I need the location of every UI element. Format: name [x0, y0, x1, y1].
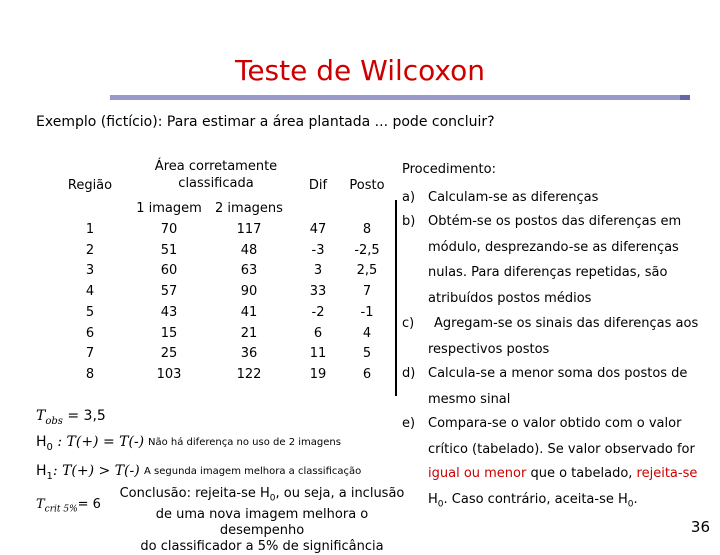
table-cell-regiao: 5 — [85, 304, 95, 320]
symbol: T — [36, 408, 46, 424]
procedure-line: crítico (tabelado). Se valor observado for — [428, 441, 695, 457]
table-cell-regiao: 2 — [85, 242, 95, 258]
highlight-text: rejeita-se — [636, 466, 698, 481]
procedure-heading: Procedimento: — [402, 162, 496, 177]
table-cell-dif: -2 — [311, 304, 325, 320]
t-crit — [36, 497, 101, 515]
h1-note: A segunda imagem melhora a classificação — [144, 466, 362, 477]
plain-text: que o tabelado, — [526, 466, 637, 481]
conclusion — [112, 486, 412, 555]
subscript: obs — [45, 415, 63, 427]
plain-text: H — [428, 492, 438, 507]
conclusion-line-1 — [112, 486, 412, 507]
procedure-line: respectivos postos — [428, 341, 550, 357]
table-cell-regiao: 6 — [85, 325, 95, 341]
table-cell-dif: -3 — [311, 242, 325, 258]
table-cell-img1: 70 — [160, 222, 178, 237]
conclusion-line-3: do classificador a 5% de significância — [140, 538, 384, 554]
table-cell-img1: 43 — [160, 304, 178, 320]
highlight-text: igual ou menor — [428, 466, 527, 481]
header-dif: Dif — [308, 178, 328, 193]
subscript: 0 — [437, 499, 444, 510]
procedure-line: Compara-se o valor obtido com o valor — [428, 416, 682, 431]
table-cell-posto: 7 — [362, 284, 372, 300]
procedure-e-line4 — [428, 492, 638, 510]
procedure-line: atribuídos postos médios — [428, 290, 592, 306]
table-cell-dif: 11 — [309, 346, 327, 362]
table-cell-dif: 33 — [309, 284, 327, 300]
table-cell-regiao: 1 — [85, 222, 95, 237]
symbol: H — [36, 463, 47, 479]
h0-note: Não há diferença no uso de 2 imagens — [148, 437, 341, 448]
table-cell-posto: 4 — [362, 325, 372, 341]
conclusion-line-2: de uma nova imagem melhora o desempenho — [155, 506, 369, 538]
subscript: 0 — [269, 493, 276, 504]
table-cell-img2: 48 — [240, 242, 258, 258]
subscript: crit 5% — [44, 504, 78, 515]
procedure-line: Agregam-se os sinais das diferenças aos — [434, 316, 699, 331]
table-cell-dif: 3 — [313, 263, 323, 279]
table-cell-img1: 15 — [160, 325, 178, 341]
table-cell-posto: 2,5 — [356, 263, 378, 279]
table-cell-img1: 57 — [160, 284, 178, 300]
procedure-line: nulas. Para diferenças repetidas, são — [428, 265, 668, 280]
expression: : T(+) > T(-) — [52, 463, 140, 479]
symbol: T — [36, 497, 45, 512]
subscript: 0 — [46, 441, 53, 453]
table-cell-regiao: 4 — [85, 284, 95, 300]
hypothesis-h0 — [36, 434, 144, 453]
table-cell-img2: 117 — [236, 222, 262, 237]
table-cell-img2: 21 — [240, 325, 258, 341]
table-cell-regiao: 8 — [85, 366, 95, 382]
plain-text: . — [633, 492, 638, 507]
text: Conclusão: rejeita-se H — [119, 486, 270, 501]
table-cell-img1: 60 — [160, 263, 178, 279]
table-cell-img2: 63 — [240, 263, 258, 279]
procedure-label: c) — [402, 316, 415, 331]
table-cell-img1: 51 — [160, 242, 178, 258]
procedure-line: módulo, desprezando-se as diferenças — [428, 239, 679, 255]
page-title: Teste de Wilcoxon — [234, 54, 486, 87]
table-cell-posto: 6 — [362, 366, 372, 382]
table-cell-img1: 103 — [156, 366, 182, 382]
procedure-label: a) — [402, 190, 416, 205]
table-cell-dif: 19 — [309, 366, 327, 382]
table-cell-posto: 8 — [362, 222, 372, 237]
hypothesis-h1 — [36, 463, 140, 482]
procedure-line: mesmo sinal — [428, 391, 511, 407]
t-obs — [36, 408, 106, 427]
subscript: 1 — [46, 470, 53, 482]
table-cell-dif: 6 — [313, 325, 323, 341]
header-area: Área corretamente classificada — [154, 159, 278, 191]
header-regiao: Região — [67, 178, 113, 193]
procedure-line: Calcula-se a menor soma dos postos de — [428, 366, 688, 381]
procedure-label: e) — [402, 416, 416, 431]
value: = 3,5 — [62, 408, 106, 424]
expression: : T(+) = T(-) — [52, 434, 145, 450]
table-cell-img2: 90 — [240, 284, 258, 300]
page-number: 36 — [690, 518, 710, 536]
table-cell-img2: 41 — [240, 304, 258, 320]
header-img1: 1 imagem — [136, 201, 202, 216]
symbol: H — [36, 434, 47, 450]
table-cell-regiao: 3 — [85, 263, 95, 279]
text: , ou seja, a inclusão — [275, 486, 405, 501]
table-cell-img1: 25 — [160, 346, 178, 362]
table-cell-posto: -2,5 — [354, 242, 380, 258]
table-cell-posto: 5 — [362, 346, 372, 362]
table-cell-posto: -1 — [360, 304, 374, 320]
table-cell-dif: 47 — [309, 222, 327, 237]
procedure-label: d) — [402, 366, 416, 381]
divider — [395, 200, 397, 396]
header-img2: 2 imagens — [215, 201, 283, 216]
procedure-label: b) — [402, 214, 416, 229]
table-cell-img2: 36 — [240, 346, 258, 362]
procedure-e-line3 — [428, 466, 697, 481]
subtitle: Exemplo (fictício): Para estimar a área plantada ... pode concluir? — [36, 114, 495, 130]
value: = 6 — [77, 497, 101, 512]
plain-text: . Caso contrário, aceita-se H — [443, 492, 628, 507]
table-cell-img2: 122 — [236, 366, 262, 382]
subscript: 0 — [627, 499, 634, 510]
title-underline — [110, 95, 690, 100]
header-posto: Posto — [349, 178, 385, 193]
procedure-line: Calculam-se as diferenças — [428, 190, 599, 205]
procedure-line: Obtém-se os postos das diferenças em — [428, 214, 682, 229]
table-cell-regiao: 7 — [85, 346, 95, 362]
